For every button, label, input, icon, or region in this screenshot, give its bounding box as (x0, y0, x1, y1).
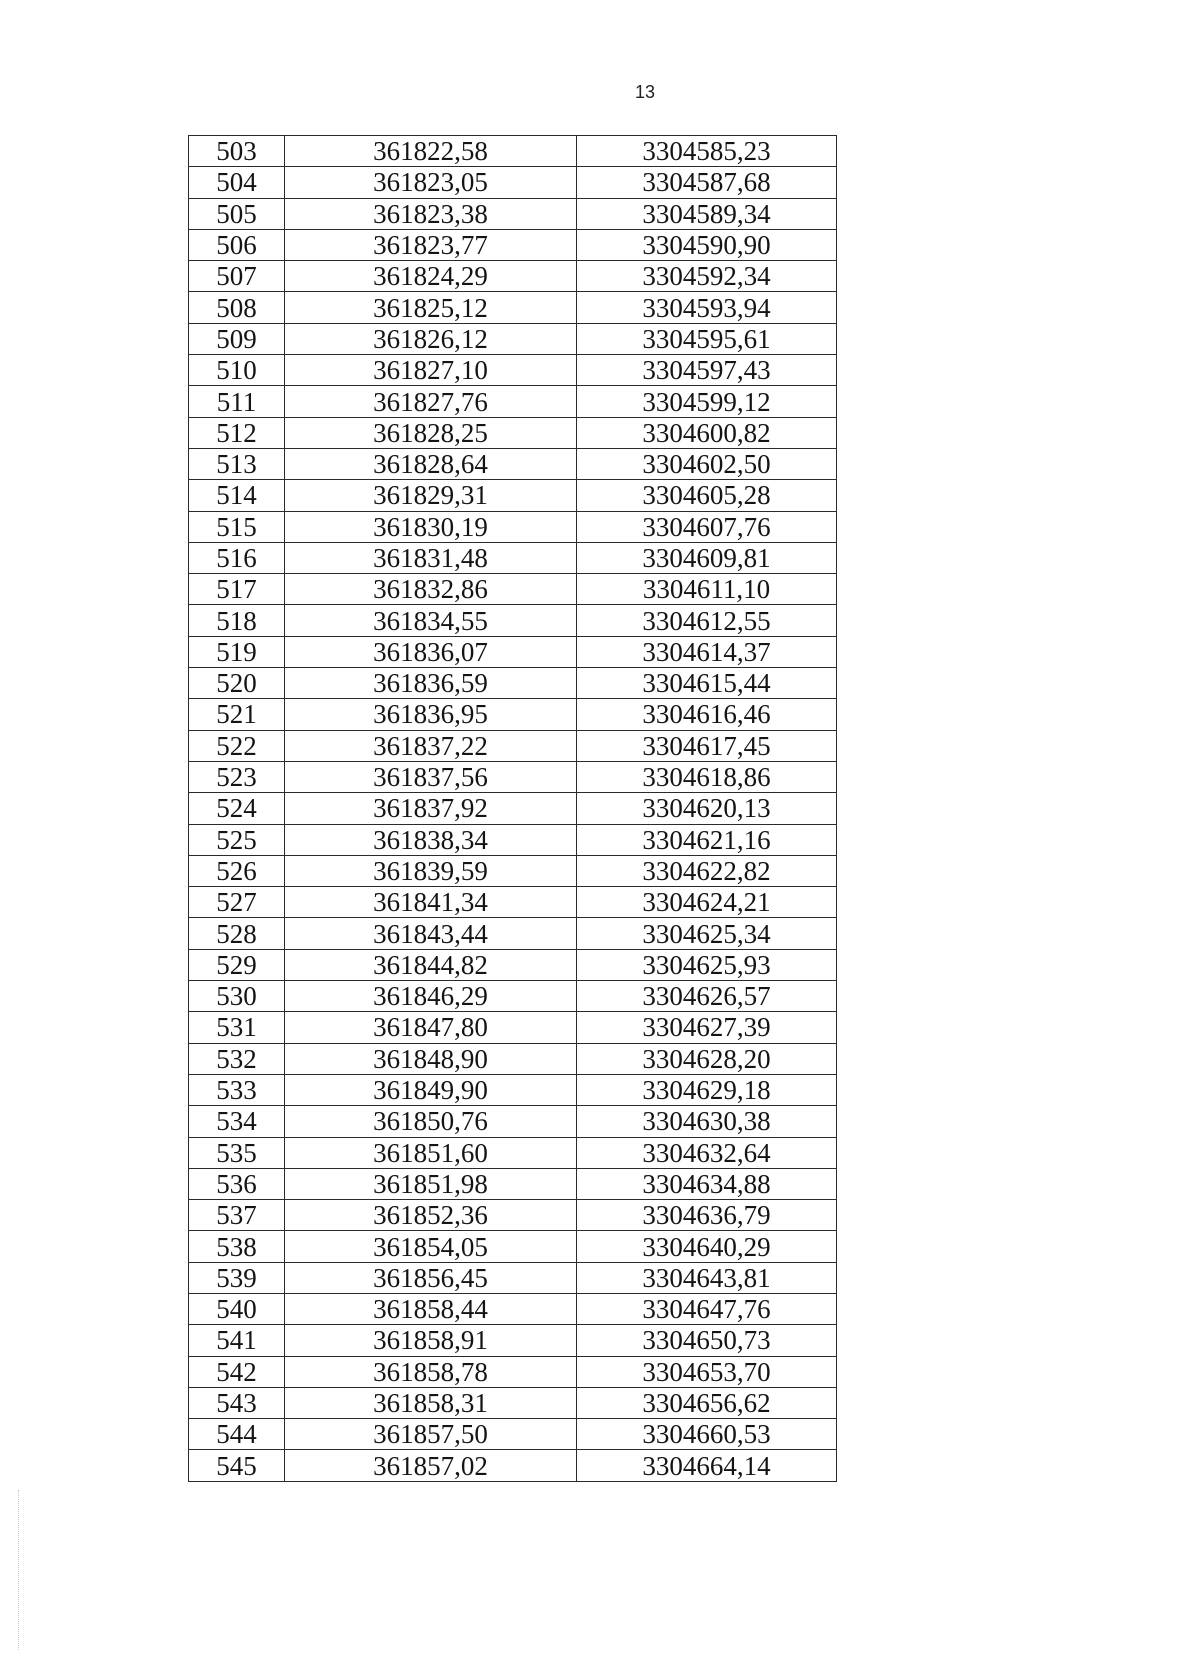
y-coordinate-cell: 3304617,45 (577, 730, 837, 761)
y-coordinate-cell: 3304592,34 (577, 261, 837, 292)
y-coordinate-cell: 3304656,62 (577, 1387, 837, 1418)
x-coordinate-cell: 361843,44 (285, 918, 577, 949)
point-number-cell: 512 (189, 417, 285, 448)
x-coordinate-cell: 361851,60 (285, 1137, 577, 1168)
table-row (189, 981, 837, 1012)
table-row (189, 1200, 837, 1231)
x-coordinate-cell: 361837,92 (285, 793, 577, 824)
x-coordinate-cell: 361836,59 (285, 668, 577, 699)
y-coordinate-cell: 3304627,39 (577, 1012, 837, 1043)
point-number-cell: 513 (189, 448, 285, 479)
y-coordinate-cell: 3304628,20 (577, 1043, 837, 1074)
table-row (189, 1293, 837, 1324)
y-coordinate-cell: 3304626,57 (577, 981, 837, 1012)
point-number-cell: 530 (189, 981, 285, 1012)
y-coordinate-cell: 3304597,43 (577, 355, 837, 386)
x-coordinate-cell: 361824,29 (285, 261, 577, 292)
x-coordinate-cell: 361825,12 (285, 292, 577, 323)
point-number-cell: 507 (189, 261, 285, 292)
y-coordinate-cell: 3304630,38 (577, 1106, 837, 1137)
x-coordinate-cell: 361846,29 (285, 981, 577, 1012)
point-number-cell: 543 (189, 1387, 285, 1418)
y-coordinate-cell: 3304607,76 (577, 511, 837, 542)
x-coordinate-cell: 361822,58 (285, 136, 577, 167)
x-coordinate-cell: 361858,78 (285, 1356, 577, 1387)
point-number-cell: 528 (189, 918, 285, 949)
point-number-cell: 509 (189, 323, 285, 354)
coordinates-table-body (189, 136, 837, 1482)
y-coordinate-cell: 3304629,18 (577, 1074, 837, 1105)
point-number-cell: 539 (189, 1262, 285, 1293)
table-row (189, 229, 837, 260)
y-coordinate-cell: 3304611,10 (577, 574, 837, 605)
table-row (189, 605, 837, 636)
table-row (189, 355, 837, 386)
x-coordinate-cell: 361847,80 (285, 1012, 577, 1043)
point-number-cell: 538 (189, 1231, 285, 1262)
x-coordinate-cell: 361823,77 (285, 229, 577, 260)
point-number-cell: 542 (189, 1356, 285, 1387)
table-row (189, 1137, 837, 1168)
x-coordinate-cell: 361832,86 (285, 574, 577, 605)
y-coordinate-cell: 3304587,68 (577, 167, 837, 198)
point-number-cell: 526 (189, 855, 285, 886)
table-row (189, 448, 837, 479)
y-coordinate-cell: 3304647,76 (577, 1293, 837, 1324)
y-coordinate-cell: 3304616,46 (577, 699, 837, 730)
y-coordinate-cell: 3304643,81 (577, 1262, 837, 1293)
y-coordinate-cell: 3304585,23 (577, 136, 837, 167)
table-row (189, 542, 837, 573)
x-coordinate-cell: 361858,44 (285, 1293, 577, 1324)
table-row (189, 136, 837, 167)
x-coordinate-cell: 361848,90 (285, 1043, 577, 1074)
point-number-cell: 520 (189, 668, 285, 699)
table-row (189, 417, 837, 448)
y-coordinate-cell: 3304625,93 (577, 949, 837, 980)
point-number-cell: 504 (189, 167, 285, 198)
point-number-cell: 535 (189, 1137, 285, 1168)
point-number-cell: 534 (189, 1106, 285, 1137)
x-coordinate-cell: 361831,48 (285, 542, 577, 573)
y-coordinate-cell: 3304614,37 (577, 636, 837, 667)
table-row (189, 292, 837, 323)
x-coordinate-cell: 361827,76 (285, 386, 577, 417)
y-coordinate-cell: 3304660,53 (577, 1419, 837, 1450)
y-coordinate-cell: 3304625,34 (577, 918, 837, 949)
x-coordinate-cell: 361857,50 (285, 1419, 577, 1450)
point-number-cell: 517 (189, 574, 285, 605)
x-coordinate-cell: 361826,12 (285, 323, 577, 354)
x-coordinate-cell: 361849,90 (285, 1074, 577, 1105)
point-number-cell: 510 (189, 355, 285, 386)
point-number-cell: 533 (189, 1074, 285, 1105)
table-row (189, 1450, 837, 1481)
x-coordinate-cell: 361839,59 (285, 855, 577, 886)
y-coordinate-cell: 3304600,82 (577, 417, 837, 448)
point-number-cell: 545 (189, 1450, 285, 1481)
y-coordinate-cell: 3304624,21 (577, 887, 837, 918)
x-coordinate-cell: 361829,31 (285, 480, 577, 511)
point-number-cell: 531 (189, 1012, 285, 1043)
y-coordinate-cell: 3304609,81 (577, 542, 837, 573)
x-coordinate-cell: 361857,02 (285, 1450, 577, 1481)
coordinates-table (188, 135, 837, 1482)
point-number-cell: 506 (189, 229, 285, 260)
point-number-cell: 522 (189, 730, 285, 761)
x-coordinate-cell: 361841,34 (285, 887, 577, 918)
table-row (189, 824, 837, 855)
table-row (189, 167, 837, 198)
y-coordinate-cell: 3304653,70 (577, 1356, 837, 1387)
point-number-cell: 529 (189, 949, 285, 980)
x-coordinate-cell: 361844,82 (285, 949, 577, 980)
point-number-cell: 518 (189, 605, 285, 636)
point-number-cell: 511 (189, 386, 285, 417)
table-row (189, 261, 837, 292)
table-row (189, 636, 837, 667)
y-coordinate-cell: 3304664,14 (577, 1450, 837, 1481)
point-number-cell: 537 (189, 1200, 285, 1231)
x-coordinate-cell: 361834,55 (285, 605, 577, 636)
point-number-cell: 514 (189, 480, 285, 511)
table-row (189, 198, 837, 229)
scan-margin-mark (18, 1490, 19, 1650)
table-row (189, 1419, 837, 1450)
point-number-cell: 536 (189, 1168, 285, 1199)
table-row (189, 949, 837, 980)
point-number-cell: 505 (189, 198, 285, 229)
y-coordinate-cell: 3304640,29 (577, 1231, 837, 1262)
table-row (189, 1387, 837, 1418)
x-coordinate-cell: 361836,07 (285, 636, 577, 667)
x-coordinate-cell: 361837,22 (285, 730, 577, 761)
point-number-cell: 521 (189, 699, 285, 730)
point-number-cell: 544 (189, 1419, 285, 1450)
x-coordinate-cell: 361854,05 (285, 1231, 577, 1262)
table-row (189, 1262, 837, 1293)
y-coordinate-cell: 3304622,82 (577, 855, 837, 886)
x-coordinate-cell: 361828,64 (285, 448, 577, 479)
x-coordinate-cell: 361838,34 (285, 824, 577, 855)
point-number-cell: 516 (189, 542, 285, 573)
page-number: 13 (634, 82, 656, 102)
point-number-cell: 519 (189, 636, 285, 667)
x-coordinate-cell: 361836,95 (285, 699, 577, 730)
point-number-cell: 508 (189, 292, 285, 323)
y-coordinate-cell: 3304615,44 (577, 668, 837, 699)
table-row (189, 668, 837, 699)
table-row (189, 1106, 837, 1137)
table-row (189, 1325, 837, 1356)
y-coordinate-cell: 3304621,16 (577, 824, 837, 855)
table-row (189, 699, 837, 730)
x-coordinate-cell: 361851,98 (285, 1168, 577, 1199)
table-row (189, 855, 837, 886)
table-row (189, 730, 837, 761)
table-row (189, 887, 837, 918)
table-row (189, 761, 837, 792)
table-row (189, 1074, 837, 1105)
x-coordinate-cell: 361823,38 (285, 198, 577, 229)
table-row (189, 1231, 837, 1262)
point-number-cell: 527 (189, 887, 285, 918)
point-number-cell: 541 (189, 1325, 285, 1356)
x-coordinate-cell: 361858,91 (285, 1325, 577, 1356)
point-number-cell: 525 (189, 824, 285, 855)
x-coordinate-cell: 361830,19 (285, 511, 577, 542)
x-coordinate-cell: 361837,56 (285, 761, 577, 792)
point-number-cell: 524 (189, 793, 285, 824)
point-number-cell: 540 (189, 1293, 285, 1324)
x-coordinate-cell: 361858,31 (285, 1387, 577, 1418)
table-row (189, 574, 837, 605)
x-coordinate-cell: 361850,76 (285, 1106, 577, 1137)
x-coordinate-cell: 361856,45 (285, 1262, 577, 1293)
y-coordinate-cell: 3304636,79 (577, 1200, 837, 1231)
table-row (189, 1168, 837, 1199)
table-row (189, 323, 837, 354)
y-coordinate-cell: 3304602,50 (577, 448, 837, 479)
table-row (189, 386, 837, 417)
table-row (189, 793, 837, 824)
x-coordinate-cell: 361828,25 (285, 417, 577, 448)
y-coordinate-cell: 3304612,55 (577, 605, 837, 636)
x-coordinate-cell: 361852,36 (285, 1200, 577, 1231)
table-row (189, 1043, 837, 1074)
x-coordinate-cell: 361827,10 (285, 355, 577, 386)
y-coordinate-cell: 3304634,88 (577, 1168, 837, 1199)
y-coordinate-cell: 3304620,13 (577, 793, 837, 824)
point-number-cell: 523 (189, 761, 285, 792)
table-row (189, 511, 837, 542)
point-number-cell: 515 (189, 511, 285, 542)
y-coordinate-cell: 3304650,73 (577, 1325, 837, 1356)
y-coordinate-cell: 3304590,90 (577, 229, 837, 260)
y-coordinate-cell: 3304593,94 (577, 292, 837, 323)
y-coordinate-cell: 3304595,61 (577, 323, 837, 354)
table-row (189, 1012, 837, 1043)
y-coordinate-cell: 3304589,34 (577, 198, 837, 229)
table-row (189, 480, 837, 511)
y-coordinate-cell: 3304605,28 (577, 480, 837, 511)
table-row (189, 918, 837, 949)
point-number-cell: 532 (189, 1043, 285, 1074)
y-coordinate-cell: 3304599,12 (577, 386, 837, 417)
x-coordinate-cell: 361823,05 (285, 167, 577, 198)
y-coordinate-cell: 3304618,86 (577, 761, 837, 792)
point-number-cell: 503 (189, 136, 285, 167)
table-row (189, 1356, 837, 1387)
y-coordinate-cell: 3304632,64 (577, 1137, 837, 1168)
